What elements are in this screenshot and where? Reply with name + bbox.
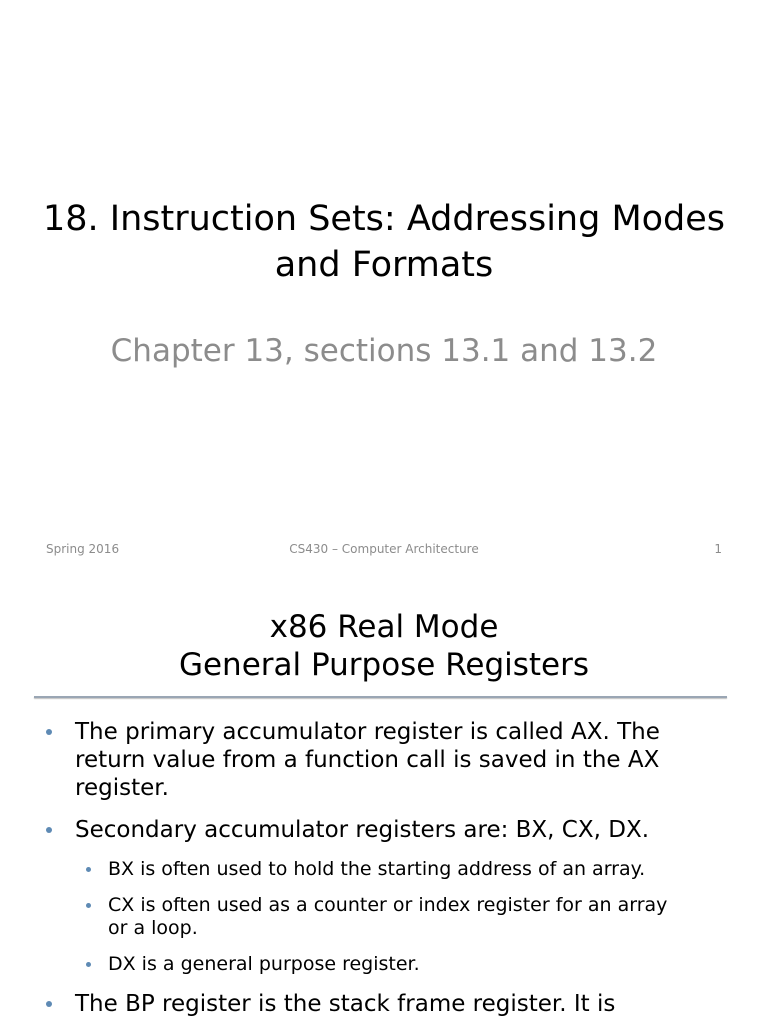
- sub-bullet-dot-icon: [86, 962, 91, 967]
- bullet-list: [0, 718, 768, 1032]
- bullet-text: The BP register is the stack frame register. It is: [75, 991, 616, 1017]
- footer-course: CS430 – Computer Architecture: [289, 542, 479, 556]
- bullet-text: Secondary accumulator registers are: BX, CX, DX.: [75, 817, 650, 843]
- bullet-item: [0, 816, 768, 976]
- heading-line-1: x86 Real Mode: [269, 609, 499, 645]
- sub-bullet-text: DX is a general purpose register.: [108, 953, 420, 975]
- sub-bullet-item: [0, 953, 728, 976]
- sub-bullet-item: [0, 894, 728, 940]
- footer-page-number: 1: [714, 542, 722, 556]
- sub-bullet-dot-icon: [86, 903, 91, 908]
- bullet-dot-icon: [46, 827, 52, 833]
- sub-bullet-text: CX is often used as a counter or index register for an array or a loop.: [108, 894, 668, 939]
- slide-title-heading: 18. Instruction Sets: Addressing Modes and Formats: [42, 199, 726, 285]
- bullet-dot-icon: [46, 729, 52, 735]
- bullet-text: The primary accumulator register is called AX. The return value from a function call is saved in the AX register.: [75, 719, 660, 801]
- footer-date: Spring 2016: [46, 542, 120, 556]
- title-divider: [34, 696, 727, 698]
- bullet-item: [0, 718, 768, 802]
- slide-registers-heading: [40, 608, 728, 684]
- heading-line-2: General Purpose Registers: [178, 647, 590, 683]
- bullet-dot-icon: [46, 1001, 52, 1007]
- slide-registers: [0, 576, 768, 1024]
- sub-bullet-dot-icon: [86, 867, 91, 872]
- slide-subtitle: Chapter 13, sections 13.1 and 13.2: [110, 333, 658, 369]
- sub-bullet-text: BX is often used to hold the starting address of an array.: [108, 858, 646, 880]
- sub-bullet-item: [0, 858, 728, 881]
- sub-bullet-list: [0, 858, 728, 976]
- bullet-item: [0, 990, 768, 1018]
